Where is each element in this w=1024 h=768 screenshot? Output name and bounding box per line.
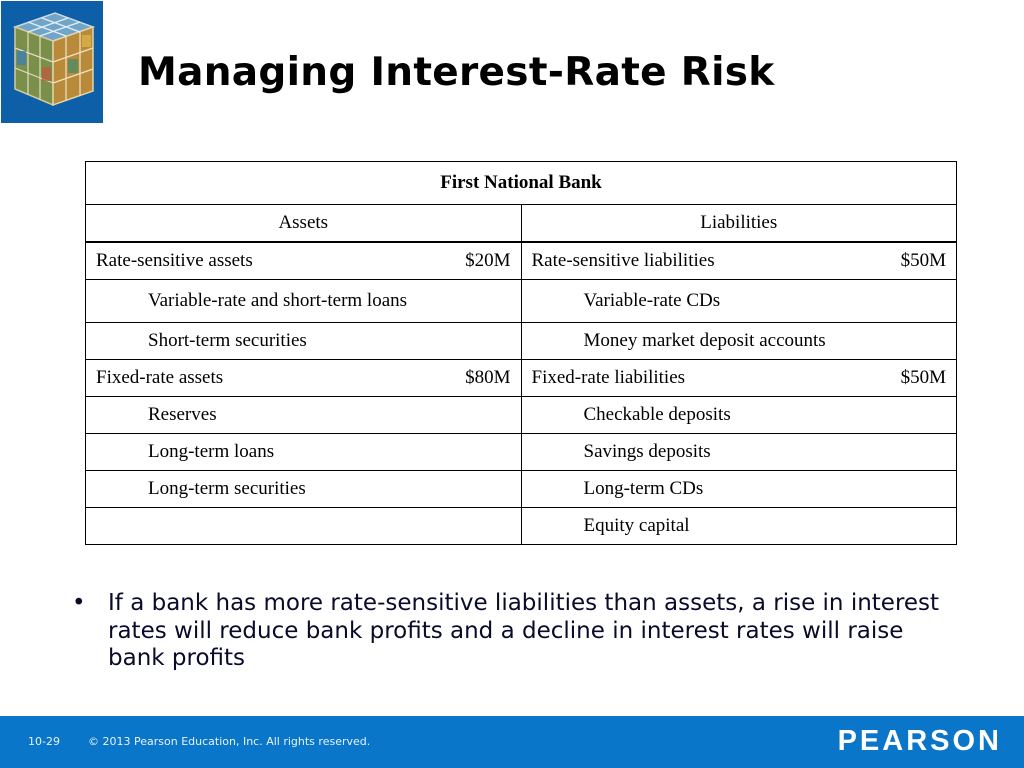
asset-category-label: Rate-sensitive assets — [96, 250, 253, 271]
asset-item-cell — [86, 434, 522, 471]
table-row — [86, 360, 957, 397]
bullet-symbol: • — [72, 590, 86, 616]
liability-item-cell — [521, 397, 957, 434]
liability-item-cell — [521, 471, 957, 508]
liability-category-amount: $50M — [900, 367, 946, 388]
table-caption-row — [86, 162, 957, 205]
liability-item-cell — [521, 508, 957, 545]
asset-category-cell — [86, 242, 522, 280]
table-row — [86, 242, 957, 280]
asset-item-cell — [86, 471, 522, 508]
liability-item-label: Equity capital — [583, 515, 690, 536]
bullet-point — [72, 590, 952, 673]
asset-item-cell — [86, 280, 522, 323]
asset-item-label: Long-term loans — [148, 441, 275, 462]
liability-item-label: Checkable deposits — [583, 404, 731, 425]
liability-category-cell — [521, 360, 957, 397]
liability-category-label: Rate-sensitive liabilities — [531, 250, 715, 271]
bank-name: First National Bank — [86, 162, 957, 205]
page-number: 10-29 — [28, 735, 60, 748]
asset-category-label: Fixed-rate assets — [96, 367, 224, 388]
table-row — [86, 397, 957, 434]
liability-item-cell — [521, 280, 957, 323]
liability-category-amount: $50M — [900, 250, 946, 271]
liability-item-cell — [521, 434, 957, 471]
asset-category-cell — [86, 360, 522, 397]
liability-item-label: Variable-rate CDs — [583, 290, 721, 311]
asset-category-amount: $20M — [465, 250, 511, 271]
table-row — [86, 508, 957, 545]
assets-column-header: Assets — [86, 205, 522, 243]
asset-item-label: Reserves — [148, 404, 217, 425]
liability-category-label: Fixed-rate liabilities — [531, 367, 686, 388]
asset-item-cell — [86, 397, 522, 434]
pearson-logo: PEARSON — [837, 725, 1002, 757]
asset-item-label: Variable-rate and short-term loans — [148, 290, 408, 311]
liabilities-column-header: Liabilities — [521, 205, 957, 243]
liability-category-cell — [521, 242, 957, 280]
table-row — [86, 323, 957, 360]
table-row — [86, 434, 957, 471]
liability-item-label: Long-term CDs — [583, 478, 704, 499]
asset-item-cell — [86, 508, 522, 545]
asset-category-amount: $80M — [465, 367, 511, 388]
table-row — [86, 471, 957, 508]
asset-item-label: Short-term securities — [148, 330, 307, 351]
asset-item-cell — [86, 323, 522, 360]
liability-item-cell — [521, 323, 957, 360]
liability-item-label: Money market deposit accounts — [583, 330, 826, 351]
table-header-row — [86, 205, 957, 243]
copyright-text: © 2013 Pearson Education, Inc. All rights reserved. — [88, 735, 371, 748]
asset-item-label: Long-term securities — [148, 478, 306, 499]
balance-sheet-table — [85, 161, 957, 545]
table-row — [86, 280, 957, 323]
liability-item-label: Savings deposits — [583, 441, 711, 462]
asset-item-label — [96, 515, 148, 536]
footer-bar — [0, 716, 1024, 768]
page-title: Managing Interest-Rate Risk — [138, 50, 775, 95]
bullet-text: If a bank has more rate-sensitive liabilities than assets, a rise in interest rates will reduce bank profits and a decline in interest rates will raise bank profits — [108, 590, 940, 671]
rubiks-cube-logo-icon — [1, 1, 103, 123]
